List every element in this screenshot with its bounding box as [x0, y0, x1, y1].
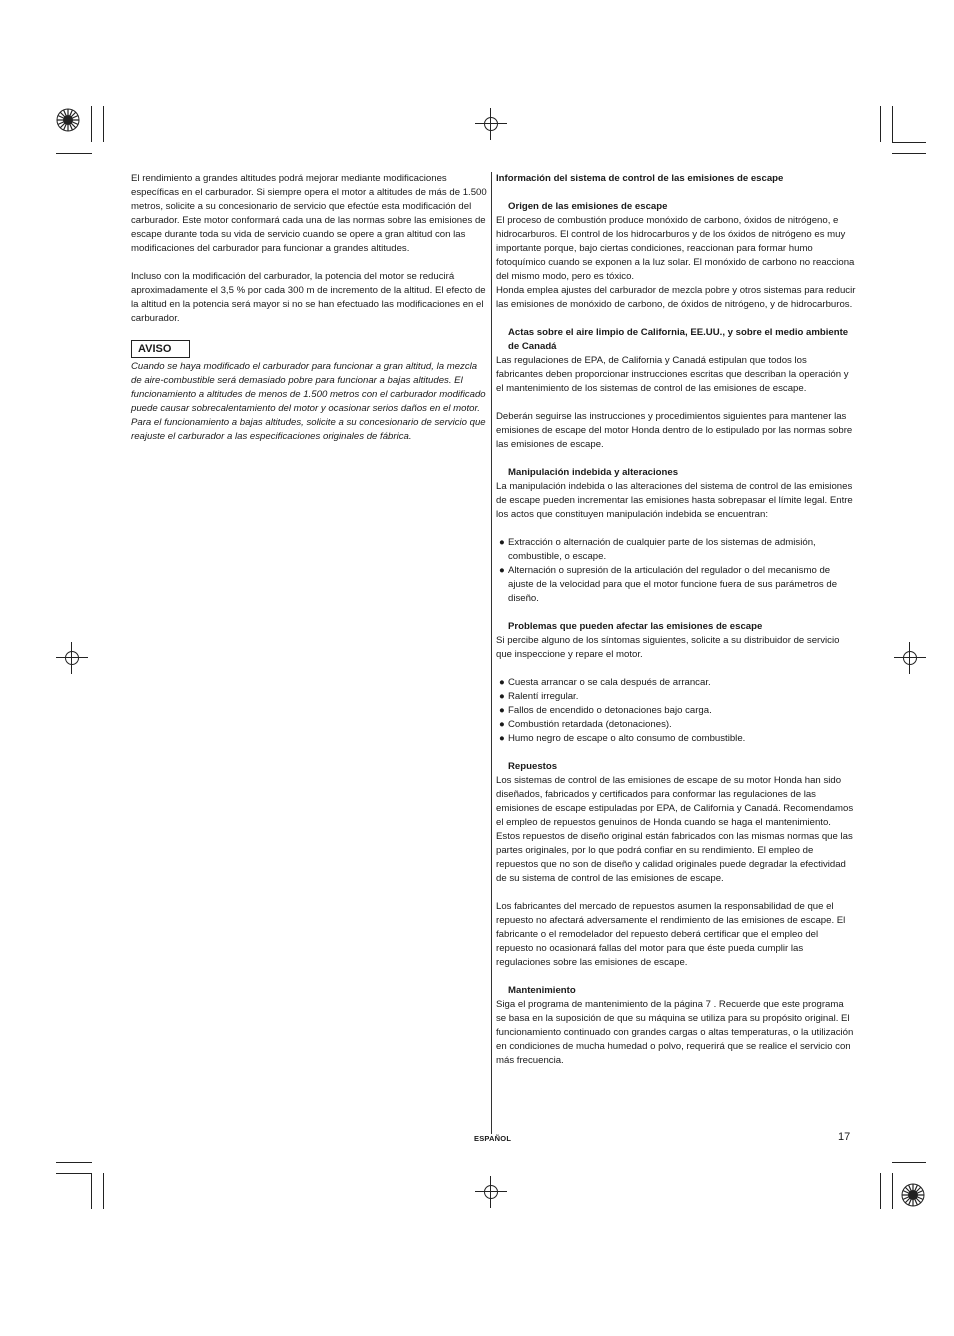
actas-paragraph-1: Las regulaciones de EPA, de California y Canadá estipulan que todos los fabricantes deben proporcionar instrucciones escritas que describan la operación y el mantenimiento de los sistemas de control de las emisiones de escape.: [496, 355, 849, 394]
list-item: ● Alternación o supresión de la articulación del regulador o del mecanismo de ajuste de la velocidad para que el motor funcione fuera de sus parámetros de diseño.: [499, 565, 838, 604]
list-item: ● Ralentí irregular.: [499, 691, 579, 702]
actas-heading: Actas sobre el aire limpio de California, EE.UU., y sobre el medio ambiente de Canadá: [508, 327, 849, 352]
bullet-icon: ●: [499, 677, 505, 688]
repuestos-paragraph-2: Los fabricantes del mercado de repuestos asumen la responsabilidad de que el repuesto no afectará adversamente el rendimiento de las emisiones de escape. El fabricante o el remodelador del repuesto deberá certificar que el empleo del repuesto no ocasionará fallas del motor para que éste pueda cumplir las regulaciones sobre las emisiones de escape.: [496, 901, 846, 968]
problemas-paragraph: Si percibe alguno de los síntomas siguientes, solicite a su distribuidor de servicio que inspeccione y repare el motor.: [496, 635, 840, 660]
right-column: [496, 172, 856, 1068]
left-column: [131, 172, 487, 444]
registration-crosshair-icon: [894, 642, 926, 674]
mantenimiento-paragraph: Siga el programa de mantenimiento de la página 7 . Recuerde que este programa se basa en la suposición de que su máquina se utiliza para su propósito original. El funcionamiento continuado con grandes cargas o altas temperaturas, o la utilización en condiciones de mucha humedad o polvo, requerirá que se realice el servicio con más frecuencia.: [496, 999, 854, 1066]
actas-paragraph-2: Deberán seguirse las instrucciones y procedimientos siguientes para mantener las emisiones de escape del motor Honda dentro de lo estipulado por las normas sobre las emisiones de escape.: [496, 411, 853, 450]
list-item: ● Combustión retardada (detonaciones).: [499, 719, 672, 730]
bullet-icon: ●: [499, 719, 505, 730]
bullet-icon: ●: [499, 705, 505, 716]
list-item: ● Fallos de encendido o detonaciones bajo carga.: [499, 705, 712, 716]
registration-sunburst-icon: [901, 1183, 925, 1207]
power-reduction-paragraph: Incluso con la modificación del carburador, la potencia del motor se reducirá aproximadamente el 3,5 % por cada 300 m de incremento de la altitud. El efecto de la altitud en la potencia será mayor si no se han efectuado las modificaciones en el carburador.: [131, 271, 486, 324]
repuestos-paragraph-1: Los sistemas de control de las emisiones de escape de su motor Honda han sido diseñados, fabricados y certificados para conformar las regulaciones de las emisiones de escape estipuladas por EPA, de California y Canadá. Recomendamos el empleo de repuestos genuinos de Honda cuando se haga el mantenimiento. Estos repuestos de diseño original están fabricados con las mismas normas que las partes originales, por lo que podrá confiar en su rendimiento. El empleo de repuestos que no son de diseño y calidad originales puede degradar la efectividad de su sistema de control de las emisiones de escape.: [496, 775, 854, 884]
mantenimiento-heading: Mantenimiento: [508, 985, 576, 996]
bullet-icon: ●: [499, 565, 505, 576]
registration-sunburst-icon: [56, 108, 80, 132]
repuestos-heading: Repuestos: [508, 761, 558, 772]
notice-label: AVISO: [131, 340, 190, 358]
origen-paragraph-1: El proceso de combustión produce monóxido de carbono, óxidos de nitrógeno, e hidrocarburos. El control de los hidrocarburos y de los óxidos de nitrógeno es muy importante porque, bajo ciertas condiciones, reaccionan para formar humo fotoquímico cuando se exponen a la luz solar. El monóxido de carbono no reacciona del mismo modo, pero es tóxico.: [496, 215, 855, 282]
bullet-icon: ●: [499, 691, 505, 702]
manipulacion-paragraph: La manipulación indebida o las alteraciones del sistema de control de las emisiones de escape pueden incrementar las emisiones hasta sobrepasar el límite legal. Entre los actos que constituyen manipulación indebida se encuentran:: [496, 481, 853, 520]
page-number: 17: [838, 1131, 851, 1143]
list-item: ● Cuesta arrancar o se cala después de arrancar.: [499, 677, 711, 688]
bullet-icon: ●: [499, 537, 505, 548]
origen-paragraph-2: Honda emplea ajustes del carburador de mezcla pobre y otros sistemas para reducir las emisiones de monóxido de carbono, de óxidos de nitrógeno, y de hidrocarburos.: [496, 285, 856, 310]
manipulacion-heading: Manipulación indebida y alteraciones: [508, 467, 679, 478]
problemas-heading: Problemas que pueden afectar las emisiones de escape: [508, 621, 763, 632]
column-divider: [491, 172, 492, 1134]
notice-text: Cuando se haya modificado el carburador para funcionar a gran altitud, la mezcla de aire-combustible será demasiado pobre para funcionar a bajas altitudes. El funcionamiento a altitudes de menos de 1.500 metros con el carburador modificado puede causar sobrecalentamiento del motor y ocasionar serios daños en el motor. Para el funcionamiento a bajas altitudes, solicite a su concesionario de servicio que reajuste el carburador a las especificaciones originales de fábrica.: [131, 361, 486, 442]
origen-heading: Origen de las emisiones de escape: [508, 201, 668, 212]
registration-crosshair-icon: [56, 642, 88, 674]
footer-language: ESPAÑOL: [474, 1134, 512, 1143]
registration-crosshair-icon: [475, 108, 507, 140]
altitude-paragraph: El rendimiento a grandes altitudes podrá mejorar mediante modificaciones específicas en el carburador. Si siempre opera el motor a altitudes de más de 1.500 metros, solicite a su concesionario de servicio que efectúe esta modificación del carburador. Este motor conformará cada una de las normas sobre las emisiones de escape durante toda su vida de servicio cuando se opere a gran altitud con las modificaciones del carburador para funcionar a grandes altitudes.: [131, 173, 487, 254]
registration-crosshair-icon: [475, 1176, 507, 1208]
list-item: ● Humo negro de escape o alto consumo de combustible.: [499, 733, 746, 744]
list-item: ● Extracción o alternación de cualquier parte de los sistemas de admisión, combustible, o escape.: [499, 537, 816, 562]
bullet-icon: ●: [499, 733, 505, 744]
section-title: Información del sistema de control de las emisiones de escape: [496, 173, 784, 184]
